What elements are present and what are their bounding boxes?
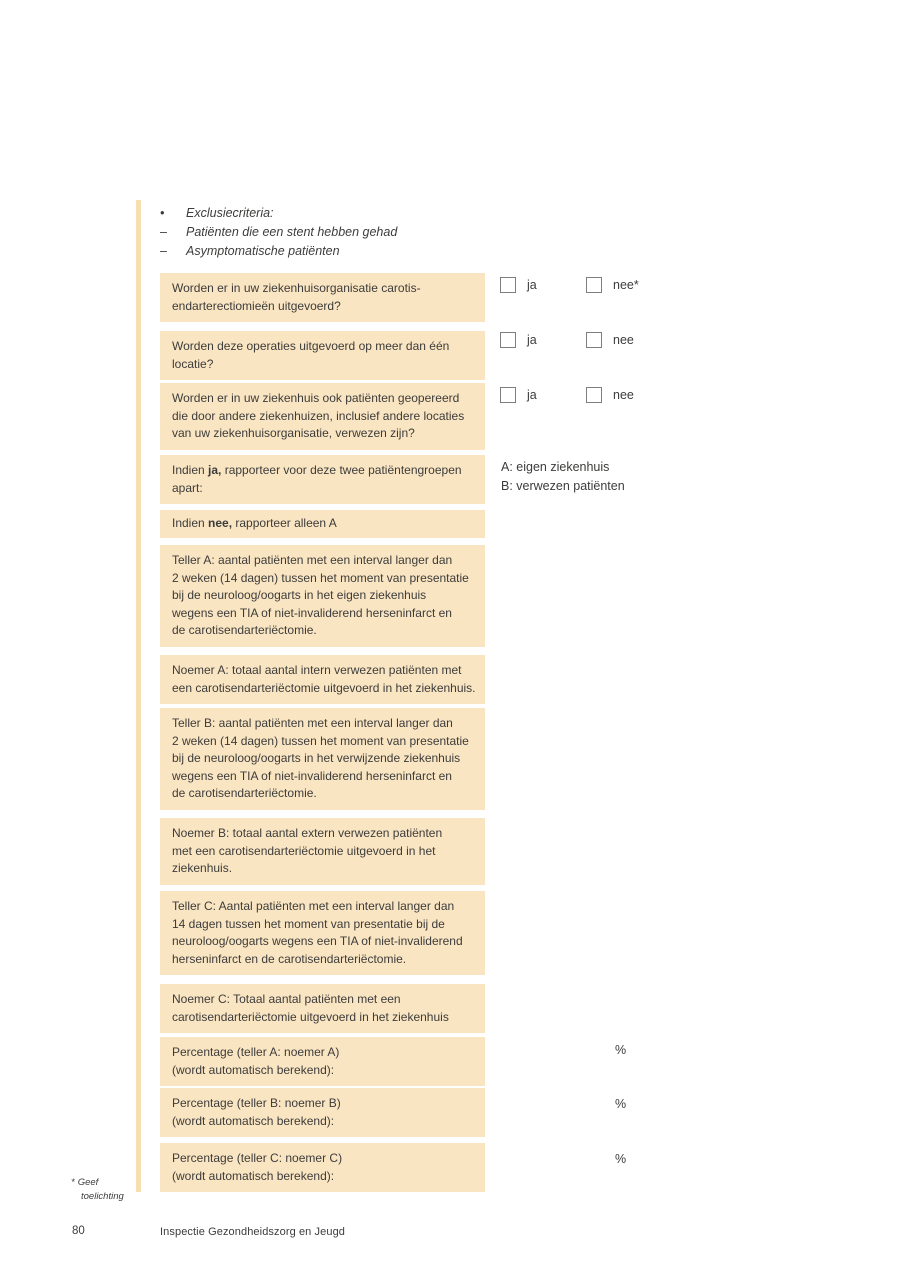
list-item-text: Patiënten die een stent hebben gehad	[186, 224, 398, 239]
conditional-text: Indien ja, rapporteer voor deze twee patiëntengroepen	[172, 463, 462, 477]
option-label: nee	[613, 388, 634, 402]
accent-bar	[136, 200, 141, 1192]
definition-text: een carotisendarteriëctomie uitgevoerd in het ziekenhuis.	[172, 680, 476, 695]
checkbox-nee[interactable]	[586, 277, 602, 293]
definition-text: 2 weken (14 dagen) tussen het moment van presentatie	[172, 570, 469, 585]
conditional-text: Indien nee, rapporteer alleen A	[172, 516, 337, 530]
option-label: ja	[527, 333, 537, 347]
definition-text: met een carotisendarteriëctomie uitgevoerd in het	[172, 843, 436, 858]
percent-sign: %	[615, 1097, 627, 1111]
asterisk-marker: *	[71, 1177, 75, 1188]
definition-text: herseninfarct en de carotisendarteriëctomie.	[172, 951, 407, 966]
option-ja	[500, 387, 537, 403]
option-label: ja	[527, 388, 537, 402]
definition-text: Noemer B: totaal aantal extern verwezen patiënten	[172, 826, 443, 840]
list-item	[160, 242, 397, 261]
definition-text: Noemer C: Totaal aantal patiënten met een	[172, 992, 401, 1006]
list-item	[160, 204, 397, 223]
option-label: ja	[527, 278, 537, 292]
question-text: endarterectiomieën uitgevoerd?	[172, 298, 341, 313]
question-text: Worden er in uw ziekenhuis ook patiënten geopereerd	[172, 391, 460, 405]
noemer-c-box	[160, 984, 485, 1033]
noemer-a-box	[160, 655, 485, 704]
group-a-label: A: eigen ziekenhuis	[501, 460, 610, 474]
teller-a-box	[160, 545, 485, 647]
option-nee	[586, 387, 634, 403]
percentage-label: (wordt automatisch berekend):	[172, 1062, 335, 1077]
dash-icon: –	[160, 243, 167, 258]
option-label: nee	[613, 333, 634, 347]
definition-text: Teller B: aantal patiënten met een interval langer dan	[172, 716, 453, 730]
percentage-label: Percentage (teller B: noemer B)	[172, 1096, 341, 1110]
noemer-b-box	[160, 818, 485, 885]
bold-nee: nee,	[208, 516, 233, 530]
bullet-icon: •	[160, 206, 165, 220]
checkbox-ja[interactable]	[500, 387, 516, 403]
checkbox-nee[interactable]	[586, 387, 602, 403]
question-text: Worden deze operaties uitgevoerd op meer dan één	[172, 339, 450, 353]
definition-text: 14 dagen tussen het moment van presentatie bij de	[172, 916, 445, 931]
group-b-label: B: verwezen patiënten	[501, 479, 625, 493]
option-nee	[586, 277, 639, 293]
definition-text: bij de neuroloog/oogarts in het verwijzende ziekenhuis	[172, 751, 461, 765]
question-text: van uw ziekenhuisorganisatie, verwezen zijn?	[172, 426, 415, 440]
percentage-b-box	[160, 1088, 485, 1137]
footnote-text: Geef	[77, 1177, 99, 1188]
percentage-label: (wordt automatisch berekend):	[172, 1113, 335, 1128]
percentage-a-box	[160, 1037, 485, 1086]
definition-text: de carotisendarteriëctomie.	[172, 623, 317, 637]
definition-text: 2 weken (14 dagen) tussen het moment van presentatie	[172, 733, 469, 748]
bold-ja: ja,	[208, 463, 222, 477]
group-legend	[501, 458, 625, 496]
conditional-ja-box	[160, 455, 485, 504]
question-text: locatie?	[172, 356, 214, 371]
definition-text: wegens een TIA of niet-invaliderend herseninfarct en	[172, 768, 452, 783]
teller-b-box	[160, 708, 485, 810]
definition-text: Teller C: Aantal patiënten met een interval langer dan	[172, 899, 455, 913]
definition-text: ziekenhuis.	[172, 861, 233, 875]
definition-text: wegens een TIA of niet-invaliderend herseninfarct en	[172, 605, 452, 620]
checkbox-ja[interactable]	[500, 277, 516, 293]
question-text: Worden er in uw ziekenhuisorganisatie carotis-	[172, 281, 421, 295]
conditional-nee-box	[160, 510, 485, 538]
list-item-text: Asymptomatische patiënten	[186, 243, 340, 258]
conditional-text: apart:	[172, 480, 203, 495]
teller-c-box	[160, 891, 485, 975]
definition-text: de carotisendarteriëctomie.	[172, 786, 317, 800]
exclusion-criteria-list	[160, 204, 397, 260]
definition-text: neuroloog/oogarts wegens een TIA of niet-invaliderend	[172, 934, 463, 948]
list-item-text: Exclusiecriteria:	[186, 206, 274, 220]
percent-sign: %	[615, 1152, 627, 1166]
definition-text: Noemer A: totaal aantal intern verwezen patiënten met	[172, 663, 462, 677]
footnote	[71, 1176, 124, 1203]
question-2-box	[160, 331, 485, 380]
list-item	[160, 223, 397, 242]
percentage-label: Percentage (teller A: noemer A)	[172, 1045, 340, 1059]
checkbox-nee[interactable]	[586, 332, 602, 348]
checkbox-ja[interactable]	[500, 332, 516, 348]
option-label: nee*	[613, 278, 639, 292]
option-ja	[500, 277, 537, 293]
definition-text: carotisendarteriëctomie uitgevoerd in het ziekenhuis	[172, 1009, 449, 1024]
page-number: 80	[72, 1225, 85, 1237]
option-nee	[586, 332, 634, 348]
footnote-text: toelichting	[81, 1190, 124, 1202]
footer-organization: Inspectie Gezondheidszorg en Jeugd	[160, 1226, 346, 1238]
question-text: die door andere ziekenhuizen, inclusief andere locaties	[172, 408, 465, 423]
definition-text: bij de neuroloog/oogarts in het eigen ziekenhuis	[172, 588, 427, 602]
question-1-box	[160, 273, 485, 322]
percentage-label: Percentage (teller C: noemer C)	[172, 1151, 343, 1165]
definition-text: Teller A: aantal patiënten met een interval langer dan	[172, 553, 453, 567]
percentage-label: (wordt automatisch berekend):	[172, 1168, 335, 1183]
dash-icon: –	[160, 224, 167, 239]
percentage-c-box	[160, 1143, 485, 1192]
question-3-box	[160, 383, 485, 450]
option-ja	[500, 332, 537, 348]
percent-sign: %	[615, 1043, 627, 1057]
